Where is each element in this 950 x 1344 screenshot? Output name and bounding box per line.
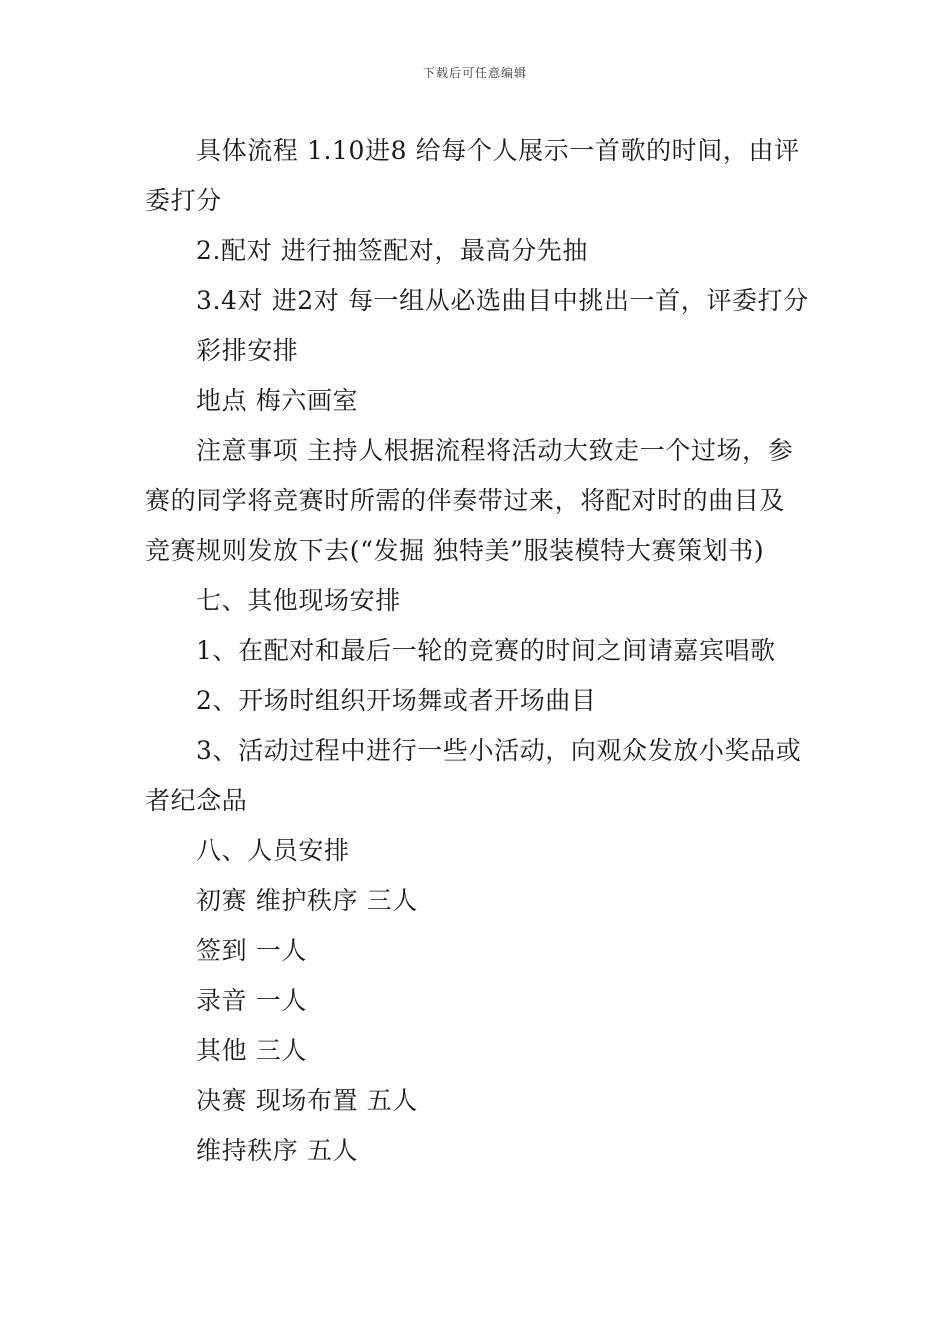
- staff-final-order: 维持秩序 五人: [196, 1136, 359, 1165]
- section-heading-seven: 七、其他现场安排: [196, 586, 401, 615]
- section-heading-eight: 八、人员安排: [196, 836, 350, 865]
- list-item-3: 3、活动过程中进行一些小活动，向观众发放小奖品或者纪念品: [145, 736, 802, 815]
- paragraph-process: 具体流程 1.10进8 给每个人展示一首歌的时间，由评委打分: [145, 136, 800, 215]
- page-header: 下载后可任意编辑: [422, 66, 527, 80]
- staff-other: 其他 三人: [196, 1036, 307, 1065]
- document-body: [145, 126, 810, 1176]
- staff-recording: 录音 一人: [196, 986, 307, 1015]
- staff-final-setup: 决赛 现场布置 五人: [196, 1086, 418, 1115]
- staff-signin: 签到 一人: [196, 936, 307, 965]
- paragraph-round: 3.4对 进2对 每一组从必选曲目中挑出一首，评委打分: [196, 286, 809, 315]
- paragraph-location: 地点 梅六画室: [196, 386, 359, 415]
- paragraph-pairing: 2.配对 进行抽签配对，最高分先抽: [196, 236, 589, 265]
- paragraph-rehearsal-heading: 彩排安排: [196, 336, 299, 365]
- list-item-1: 1、在配对和最后一轮的竞赛的时间之间请嘉宾唱歌: [196, 636, 776, 665]
- list-item-2: 2、开场时组织开场舞或者开场曲目: [196, 686, 597, 715]
- staff-preliminary: 初赛 维护秩序 三人: [196, 886, 418, 915]
- paragraph-notes: 注意事项 主持人根据流程将活动大致走一个过场，参赛的同学将竞赛时所需的伴奏带过来，将配对时的曲目及竞赛规则发放下去(“发掘 独特美”服装模特大赛策划书): [145, 436, 794, 565]
